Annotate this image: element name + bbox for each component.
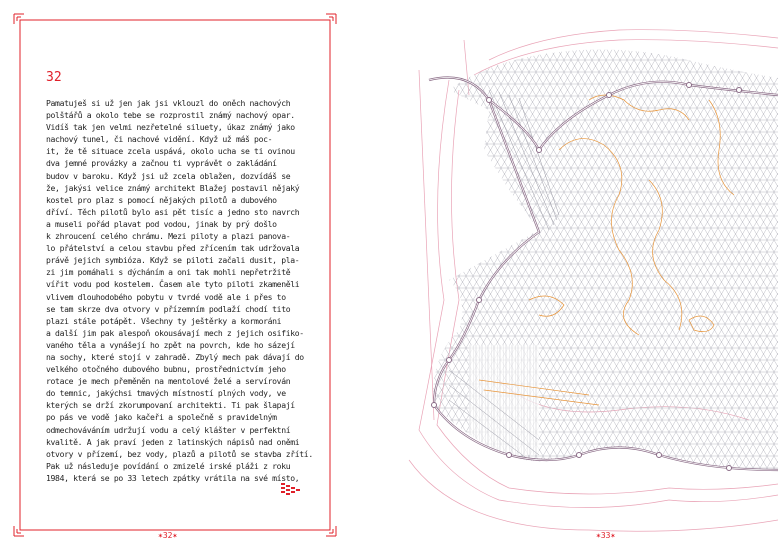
body-text-line: odmechováváním udržují vodu a celý klášter v perfektní	[46, 424, 291, 435]
body-text-line: se tam skrze dva otvory v přízemním podlaží chodí tito	[46, 303, 291, 314]
body-text-line: na sochy, které stojí v zahradě. Zbylý mech pak dávají do	[46, 351, 304, 362]
body-text-line: vlivem dlouhodobého pobytu v tvrdé vodě ale i přes to	[46, 291, 286, 302]
body-text-line: rotace je mech přeměněn na mentolové želé a servírován	[46, 376, 291, 387]
body-text-line: kvalitě. A jak praví jeden z latinských nápisů nad oněmi	[46, 436, 300, 447]
body-text-line: kostel pro plaz s pomocí nějakých pilotů a dubového	[46, 194, 277, 205]
body-text-line: že, jakýsi velice známý architekt Blažej postavil nějaký	[46, 182, 300, 193]
body-text-line: vaného těla a vynášejí ho zpět na povrch, kde ho sázejí	[46, 339, 295, 350]
body-text-line: velkého otočného dubového bubnu, prostřednictvím jeho	[46, 364, 286, 375]
body-text-line: dříví. Těch pilotů bylo asi pět tisíc a jedno sto navrch	[46, 206, 300, 217]
body-text-line: polštářů a okolo tebe se rozprostil známý nachový opar.	[46, 110, 295, 121]
page-number-left: ✶32✶	[158, 531, 178, 540]
body-text-line: plazi stále potápět. Všechny ty ještěrky a kormoráni	[46, 315, 282, 326]
end-of-text-icon	[281, 483, 303, 497]
body-text-line: do temnic, jakýchsi tmavých místností plných vody, ve	[46, 388, 286, 399]
hatched-zone	[469, 345, 539, 455]
page-number-right: ✶33✶	[596, 531, 616, 540]
body-text-line: lo přátelství a celou stavbu před zřícením tak udržovala	[46, 243, 300, 254]
page-number-left-value: 32	[162, 531, 173, 540]
corner-ornament-br	[326, 526, 336, 536]
body-text-line: k zhroucení celého chrámu. Mezi piloty a plazi panova-	[46, 231, 291, 242]
body-text-line: 1984, která se po 33 letech zpátky vrátila na své místo,	[46, 472, 300, 483]
chapter-number: 32	[46, 70, 62, 85]
corner-ornament-bl	[14, 526, 24, 536]
body-text-line: a museli pořád plavat pod vodou, jinak by prý došlo	[46, 218, 277, 229]
body-text-line: zi jim pomáhali s dýcháním a oni tak mohli nepřetržitě	[46, 267, 291, 278]
corner-ornament-tl	[14, 14, 24, 24]
body-text-line: Pak už následuje povídání o zmizelé irské pláži z roku	[46, 460, 291, 471]
right-page	[389, 0, 778, 550]
corner-ornament-tr	[326, 14, 336, 24]
body-text-line: kterých se drží zkorumpovaní architekti. Ti pak šlapají	[46, 400, 295, 411]
body-text-line: nachový tunel, či nachové vidění. Když už máš poc-	[46, 134, 273, 145]
body-text	[46, 97, 316, 484]
body-text-line: dva jemné provázky a začnou ti vyprávět o zakládání	[46, 158, 277, 169]
body-text-line: a další jim pak alespoň okousávají mech z jejich osifiko-	[46, 327, 304, 338]
body-text-line: vířit vodu pod kostelem. Časem ale tyto piloti zkameněli	[46, 279, 300, 290]
body-text-line: Vidíš tak jen velmi nezřetelné siluety, úkaz známý jako	[46, 122, 295, 133]
body-text-line: Pamatuješ si už jen jak jsi vklouzl do oněch nachových	[46, 98, 291, 108]
body-text-line: it, že tě situace zcela uspává, okolo ucha se ti ovinou	[46, 146, 295, 157]
page-number-right-value: 33	[600, 531, 611, 540]
architectural-plan-drawing	[389, 0, 778, 550]
body-text-line: budov v baroku. Když jsi už zcela oblažen, dozvídáš se	[46, 170, 291, 181]
body-text-line: otvory v přízemí, bez vody, plazů a pilotů se stavba zřítí.	[46, 448, 313, 459]
body-text-line: právě jejich symbióza. Když se piloti začali dusit, pla-	[46, 255, 300, 266]
body-text-line: po pás ve vodě jako kačeři a společně s pravidelným	[46, 412, 277, 423]
